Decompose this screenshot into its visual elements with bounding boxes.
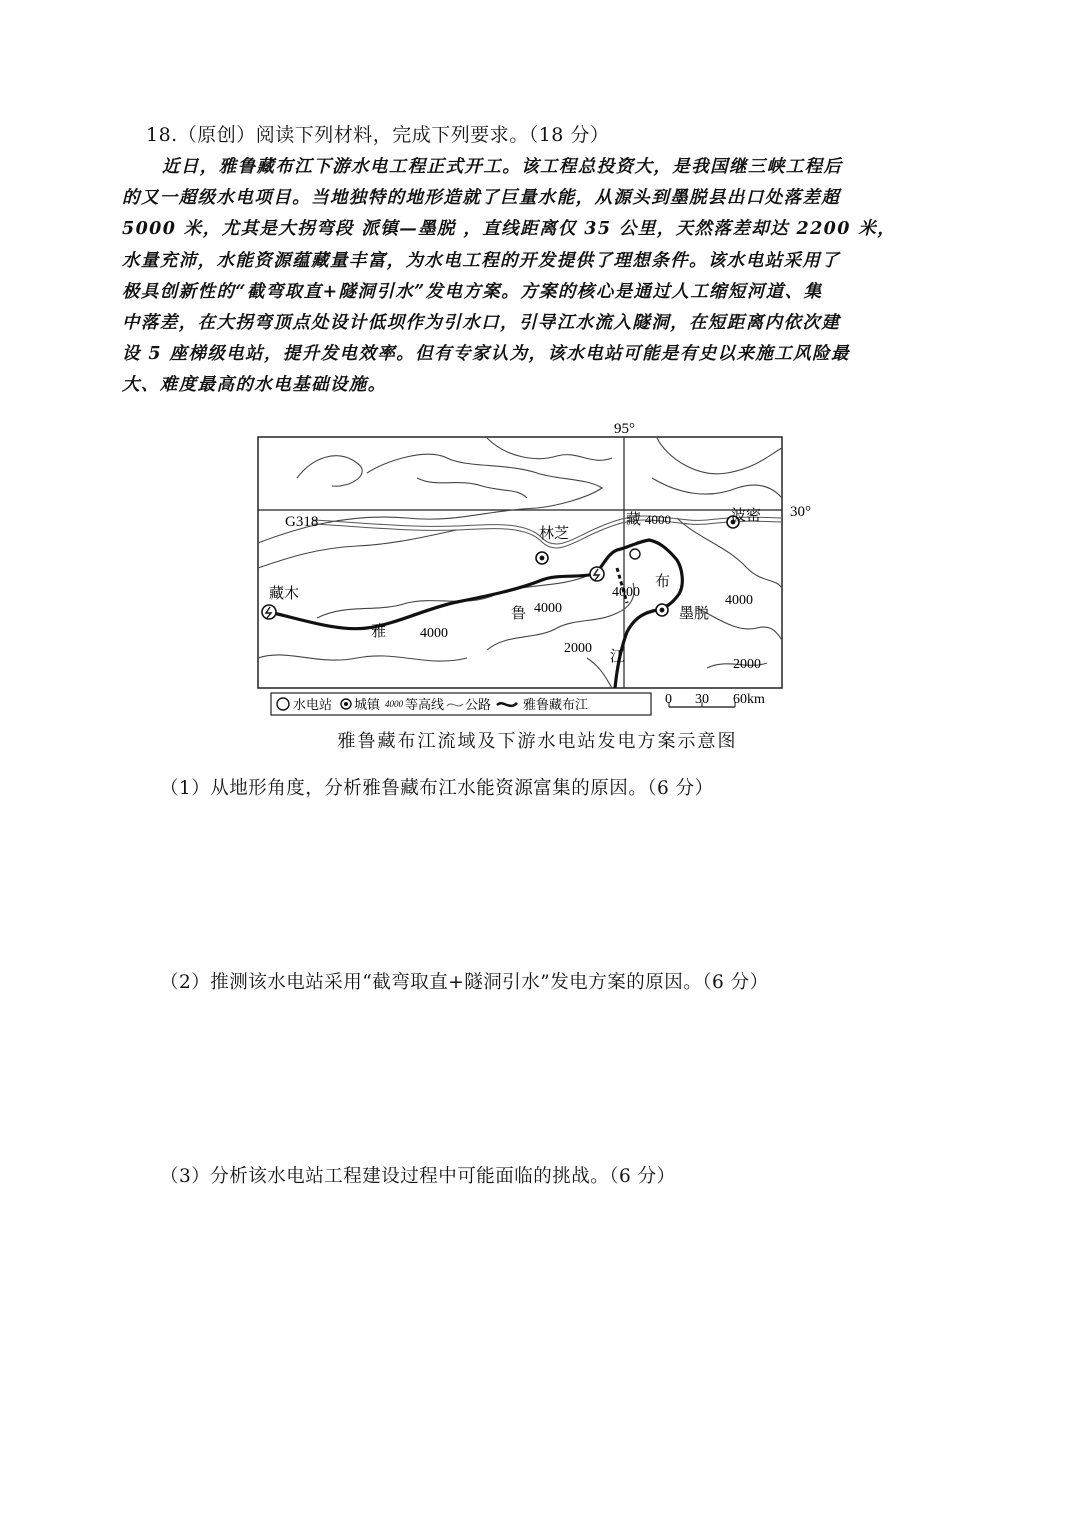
passage-line: 水量充沛，水能资源蕴藏量丰富，为水电工程的开发提供了理想条件。该水电站采用了 — [122, 250, 841, 271]
legend-contour-sample: 4000 — [385, 699, 403, 709]
passage-line: 近日，雅鲁藏布江下游水电工程正式开工。该工程总投资大，是我国继三峡工程后 — [162, 157, 843, 177]
scale-tick: 60km — [733, 692, 765, 707]
sub-question-3: （3）分析该水电站工程建设过程中可能面临的挑战。（6 分） — [160, 1166, 676, 1187]
passage-line: 设 5 座梯级电站，提升发电效率。但有专家认为，该水电站可能是有史以来施工风险最 — [122, 344, 850, 365]
passage-line: 的又一超级水电项目。当地独特的地形造就了巨量水能，从源头到墨脱县出口处落差超 — [122, 188, 841, 209]
longitude-label: 95° — [614, 421, 635, 437]
river-char: 布 — [655, 574, 671, 590]
legend-river-text: 雅鲁藏布江 — [523, 697, 589, 712]
river-char: 雅 — [371, 624, 387, 640]
map-frame — [258, 437, 782, 688]
latitude-label: 30° — [790, 504, 811, 520]
town-label-motuo: 墨脱 — [679, 606, 710, 622]
scale-bar — [665, 692, 765, 707]
town-motuo-marker — [656, 604, 668, 616]
hydro-station-icon — [262, 605, 276, 619]
passage-line: 5000 米，尤其是大拐弯段 派镇—墨脱 ，直线距离仅 35 公里，天然落差却达 2200 米， — [122, 219, 897, 240]
legend-road-text: 公路 — [465, 697, 492, 712]
contour-label: 2000 — [733, 657, 761, 672]
passage-line: 大、难度最高的水电基础设施。 — [122, 375, 387, 396]
legend-hydro-text: 水电站 — [293, 697, 333, 712]
hydro-label-zangmu: 藏木 — [269, 586, 300, 602]
sub-question-2: （2）推测该水电站采用“截弯取直+隧洞引水”发电方案的原因。（6 分） — [160, 972, 769, 993]
passage-line: 中落差，在大拐弯顶点处设计低坝作为引水口，引导江水流入隧洞，在短距离内依次建 — [122, 313, 841, 334]
contour-label: 4000 — [420, 626, 448, 641]
reading-passage — [122, 152, 952, 402]
contour-label: 2000 — [564, 641, 592, 656]
town-label-bomi: 波密 — [731, 508, 762, 524]
scale-tick: 30 — [695, 692, 709, 707]
hydro-station-icon — [630, 549, 640, 559]
question-title: 18.（原创）阅读下列材料，完成下列要求。（18 分） — [146, 124, 610, 146]
sub-question-1: （1）从地形角度，分析雅鲁藏布江水能资源富集的原因。（6 分） — [160, 778, 714, 799]
hydro-station-icon — [590, 567, 604, 581]
river-basin-map — [257, 418, 817, 720]
river-char: 江 — [610, 649, 626, 665]
river-char: 藏 — [626, 512, 642, 528]
map-caption: 雅鲁藏布江流域及下游水电站发电方案示意图 — [337, 731, 738, 752]
map-legend — [271, 693, 651, 715]
road-label: G318 — [285, 514, 319, 530]
contour-label: 4000 — [645, 512, 671, 527]
contour-label: 4000 — [534, 601, 562, 616]
contour-label: 4000 — [612, 585, 640, 600]
legend-town-text: 城镇 — [354, 697, 381, 712]
legend-contour-text: 等高线 — [405, 697, 445, 712]
passage-line: 极具创新性的“截弯取直+隧洞引水”发电方案。方案的核心是通过人工缩短河道、集 — [122, 281, 823, 302]
legend-hydro-icon — [277, 698, 289, 710]
town-linzhi-marker — [536, 552, 548, 564]
contour-label: 4000 — [725, 593, 753, 608]
town-label-linzhi: 林芝 — [539, 526, 570, 542]
scale-tick: 0 — [665, 692, 672, 707]
river-char: 鲁 — [511, 606, 527, 622]
